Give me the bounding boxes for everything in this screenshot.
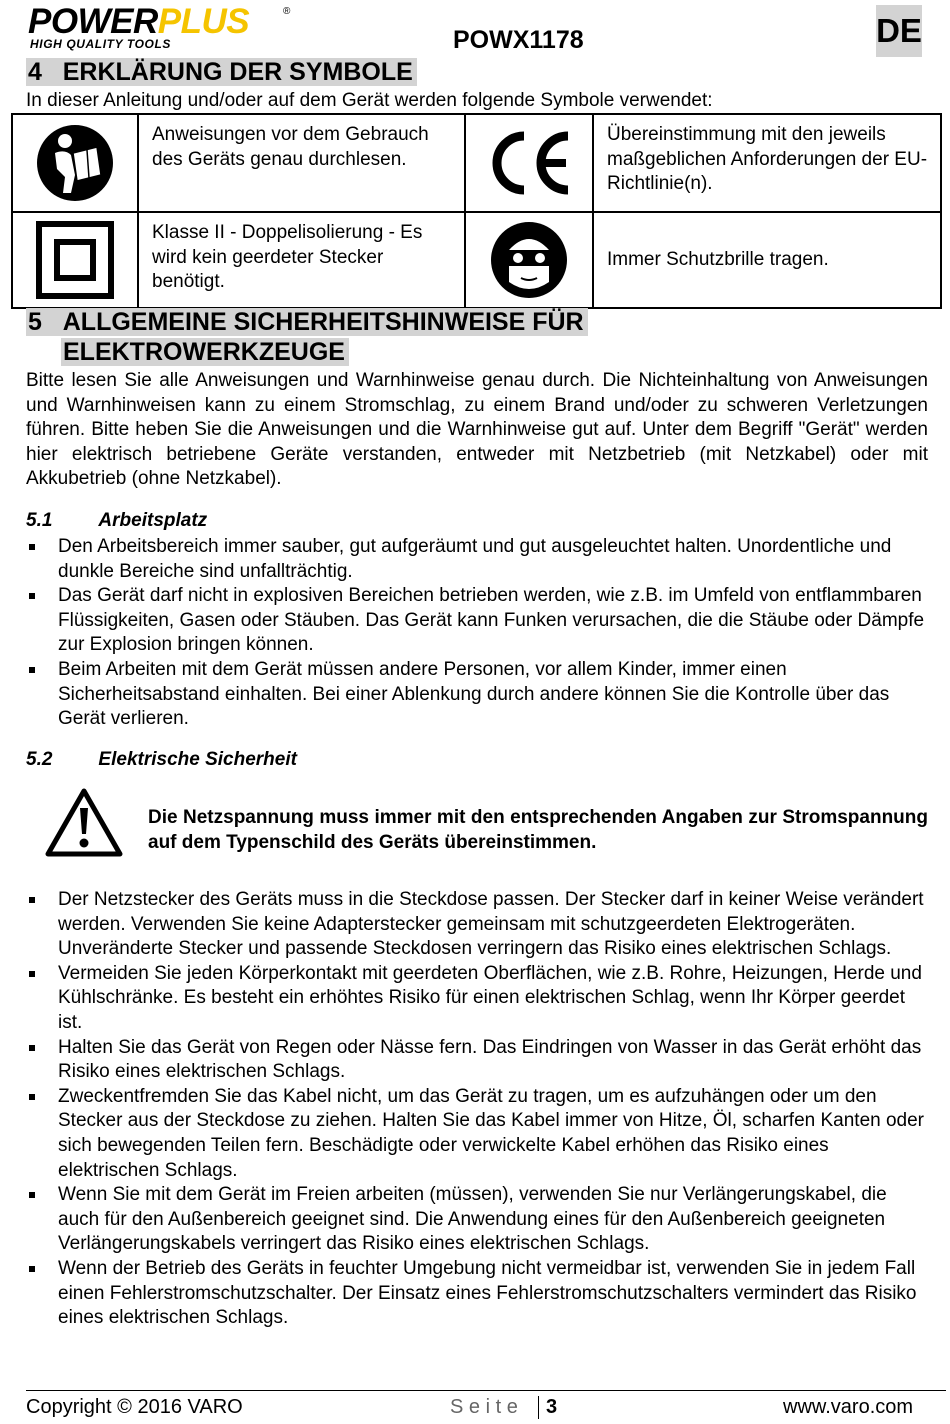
- section-4-intro: In dieser Anleitung und/oder auf dem Gerät werden folgende Symbole verwendet:: [26, 90, 713, 111]
- logo-tagline: HIGH QUALITY TOOLS: [30, 37, 172, 51]
- section-4-title: ERKLÄRUNG DER SYMBOLE: [62, 58, 413, 86]
- logo-plus: PLUS: [157, 2, 250, 41]
- symbol-cell: [12, 212, 138, 308]
- symbol-cell: [12, 114, 138, 212]
- footer-page-label: S e i t e: [450, 1396, 518, 1418]
- symbol-text: Anweisungen vor dem Gebrauch des Geräts genau durchlesen.: [152, 124, 429, 170]
- footer-website[interactable]: www.varo.com: [783, 1396, 914, 1418]
- subsection-5-2-heading: [26, 749, 297, 771]
- symbol-text-cell: [593, 114, 941, 212]
- symbol-text: Klasse II - Doppelisolierung - Es wird kein geerdeter Stecker benötigt.: [152, 222, 423, 292]
- list-item: Das Gerät darf nicht in explosiven Bereichen betrieben werden, wie z.B. im Umfeld von entflammbaren Flüssigkeiten, Gasen oder Stäuben. Das Gerät kann Funken verursachen, die die Stäube oder Dämpfe zur Explosion bringen können.: [26, 584, 926, 658]
- brand-logo: [28, 2, 249, 42]
- section-5-intro: Bitte lesen Sie alle Anweisungen und Warnhinweise genau durch. Die Nichteinhaltung von Anweisungen und Warnhinweisen kann zu einem Stromschlag, zu einem Brand und/oder zu schweren Verletzungen führen. Bitte heben Sie die Anweisungen und die Warnhinweise gut auf. Unter dem Begriff "Gerät" werden hier elektrisch betriebene Geräte verstanden, entweder mit Netzbetrieb (mit Netzkabel) oder mit Akkubetrieb (ohne Netzkabel).: [26, 370, 928, 489]
- section-5-number: 5: [28, 308, 42, 336]
- section-4-number: 4: [28, 58, 42, 86]
- section-4-title-box: [26, 58, 417, 86]
- symbol-text-cell: [593, 212, 941, 308]
- subsection-title: Arbeitsplatz: [98, 510, 208, 531]
- section-5-title-box: [26, 308, 588, 336]
- symbol-text: Übereinstimmung mit den jeweils maßgeblichen Anforderungen der EU-Richtlinie(n).: [607, 124, 928, 194]
- electrical-safety-bullets: [26, 888, 926, 1331]
- list-item: Halten Sie das Gerät von Regen oder Nässe fern. Das Eindringen von Wasser in das Gerät erhöht das Risiko eines elektrischen Schlags.: [26, 1036, 926, 1085]
- warning-triangle-icon: [44, 786, 124, 858]
- model-number: POWX1178: [453, 26, 584, 54]
- list-item: Der Netzstecker des Geräts muss in die Steckdose passen. Der Stecker darf in keiner Weise verändert werden. Verwenden Sie keine Adapterstecker gemeinsam mit schutzgeerdeten Elektrogeräten. Unveränderte Stecker und passende Steckdosen verringern das Risiko eines elektrischen Schlags.: [26, 888, 926, 962]
- footer-divider: [26, 1390, 946, 1391]
- class-ii-icon: [36, 221, 114, 299]
- language-badge: DE: [876, 5, 922, 57]
- subsection-number: 5.1: [26, 510, 53, 531]
- subsection-title: Elektrische Sicherheit: [98, 749, 297, 770]
- list-item: Zweckentfremden Sie das Kabel nicht, um das Gerät zu tragen, um es aufzuhängen oder um den Stecker aus der Steckdose zu ziehen. Halten Sie das Kabel immer von Hitze, Öl, scharfen Kanten oder sich bewegenden Teilen fern. Beschädigte oder verwickelte Kabel erhöhen das Risiko eines elektrischen Schlags.: [26, 1085, 926, 1183]
- list-item: Vermeiden Sie jeden Körperkontakt mit geerdeten Oberflächen, wie z.B. Rohre, Heizungen, Herde und Kühlschränke. Es besteht ein erhöhtes Risiko für einen elektrischen Schlag, wenn Ihr Körper geerdet ist.: [26, 962, 926, 1036]
- section-5-heading: [26, 307, 588, 367]
- symbol-text-cell: [138, 114, 465, 212]
- footer-page-number: 3: [538, 1396, 557, 1419]
- subsection-number: 5.2: [26, 749, 53, 770]
- section-5-title-line1: ALLGEMEINE SICHERHEITSHINWEISE FÜR: [62, 308, 584, 336]
- voltage-warning-text: Die Netzspannung muss immer mit den entsprechenden Angaben zur Stromspannung auf dem Typenschild des Geräts übereinstimmen.: [148, 807, 928, 853]
- section-5-title-line2: ELEKTROWERKZEUGE: [61, 338, 349, 366]
- logo-power: POWER: [28, 2, 158, 41]
- list-item: Beim Arbeiten mit dem Gerät müssen andere Personen, vor allem Kinder, immer einen Sicherheitsabstand einhalten. Bei einer Ablenkung durch andere können Sie die Kontrolle über das Gerät verlieren.: [26, 658, 926, 732]
- list-item: Wenn der Betrieb des Geräts in feuchter Umgebung nicht vermeidbar ist, verwenden Sie in jedem Fall einen Fehlerstromschutzschalter. Der Einsatz eines Fehlerstromschutzschalters vermindert das Risiko eines elektrischen Schlags.: [26, 1257, 926, 1331]
- symbol-cell: [465, 114, 593, 212]
- read-manual-icon: [35, 123, 115, 203]
- section-4-heading: [26, 57, 417, 87]
- symbol-text-cell: [138, 212, 465, 308]
- list-item: Wenn Sie mit dem Gerät im Freien arbeiten (müssen), verwenden Sie nur Verlängerungskabel, die auch für den Außenbereich geeignet sind. Die Anwendung eines für den Außenbereich geeigneten Verlängerungskabels verringert das Risiko eines elektrischen Schlags.: [26, 1183, 926, 1257]
- list-item: Den Arbeitsbereich immer sauber, gut aufgeräumt und gut ausgeleuchtet halten. Unordentliche und dunkle Bereiche sind unfallträchtig.: [26, 535, 926, 584]
- safety-goggles-icon: [489, 220, 569, 300]
- workplace-bullets: [26, 535, 926, 732]
- logo-registered-mark: ®: [283, 6, 291, 17]
- symbols-table: [11, 113, 942, 309]
- ce-mark-icon: [484, 128, 574, 198]
- footer-copyright: Copyright © 2016 VARO: [26, 1396, 243, 1418]
- symbol-cell: [465, 212, 593, 308]
- symbol-text: Immer Schutzbrille tragen.: [607, 248, 829, 270]
- subsection-5-1-heading: [26, 510, 207, 532]
